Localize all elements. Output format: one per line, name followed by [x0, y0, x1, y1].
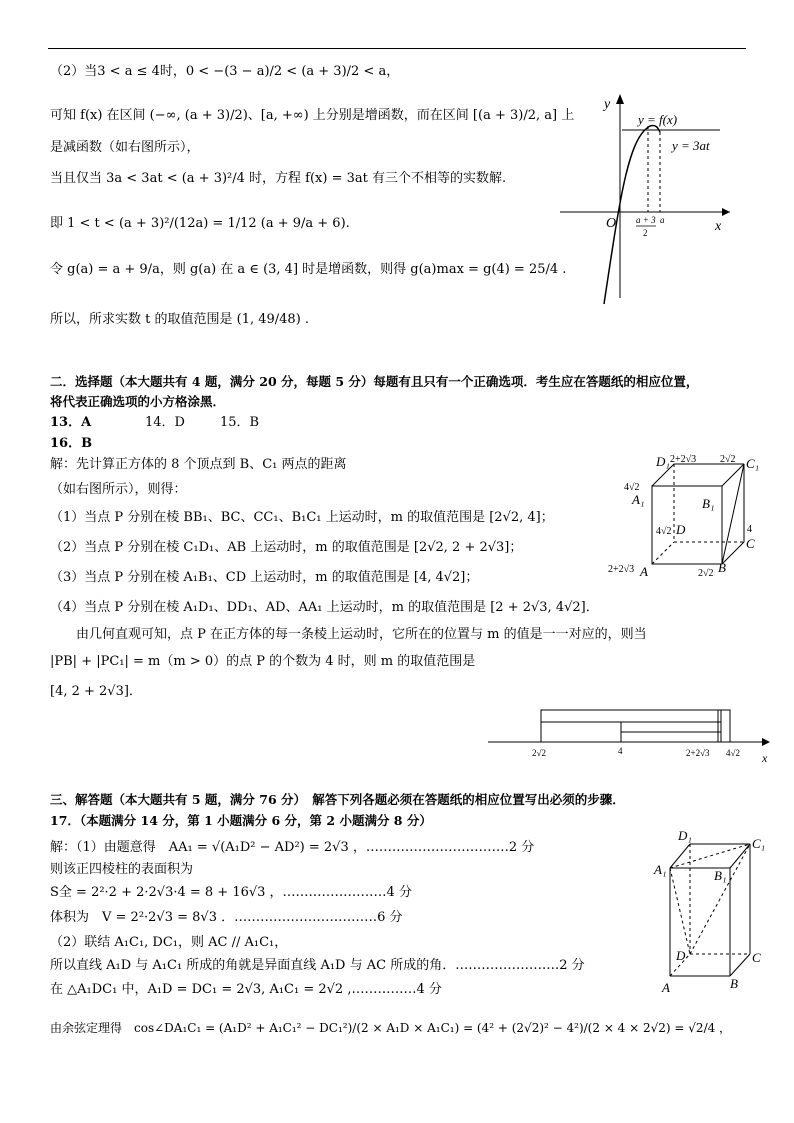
q16-line-1: 解：先计算正方体的 8 个顶点到 B、C₁ 两点的距离 [50, 457, 347, 472]
q16-line-8: |PB| + |PC₁| = m（m > 0）的点 P 的个数为 4 时，则 m 的取值范围是 [50, 654, 476, 669]
q17-line-1: 解：（1）由题意得 AA₁ = √(A₁D² − AD²) = 2√3 ，……………………………2 分 [50, 840, 535, 855]
q16-line-4: （2）当点 P 分别在棱 C₁D₁、AB 上运动时，m 的取值范围是 [2√2, 2 + 2√3]； [50, 540, 523, 555]
q17-title: 17．（本题满分 14 分，第 1 小题满分 6 分，第 2 小题满分 8 分） [50, 813, 432, 828]
function-graph-figure [560, 88, 740, 310]
header-rule [48, 48, 746, 49]
x-axis-arrow-icon [722, 208, 730, 216]
label-B: B [718, 560, 726, 575]
interval-bar-3 [621, 722, 721, 732]
part1-line-3: 是减函数（如右图所示）， [50, 140, 200, 155]
q17-line-3: S全 = 2²·2 + 2·2√3·4 = 8 + 16√3 ，……………………4 分 [50, 885, 412, 900]
tick-4root2: 4√2 [726, 748, 740, 758]
part1-line-2: 可知 f(x) 在区间 (−∞, (a + 3)/2)、[a, +∞) 上分别是增函数，而在区间 [(a + 3)/2, a] 上 [50, 108, 575, 123]
q16-line-3: （1）当点 P 分别在棱 BB₁、BC、CC₁、B₁C₁ 上运动时，m 的取值范围是 [2√2, 4]； [50, 510, 554, 525]
q16-line-2: （如右图所示），则得： [50, 482, 187, 497]
part1-line-7: 所以，所求实数 t 的取值范围是 (1, 49/48) . [50, 312, 310, 327]
q16-line-6: （4）当点 P 分别在棱 A₁D₁、DD₁、AD、AA₁ 上运动时，m 的取值范围是 [2 + 2√3, 4√2]． [50, 600, 599, 615]
prism-figure [650, 826, 770, 998]
answer-16: 16．B [50, 436, 93, 451]
q16-line-7: 由几何直观可知，点 P 在正方体的每一条棱上运动时，它所在的位置与 m 的值是一一对应的，则当 [76, 627, 647, 642]
number-line-arrow-icon [762, 738, 770, 746]
dist-A: 2+2√3 [608, 564, 635, 575]
label-C: C [746, 536, 755, 551]
prism-label-B1: B₁ [714, 868, 727, 883]
cube-diagonal-bc1 [722, 464, 744, 564]
prism-label-C: C [752, 950, 761, 965]
prism-label-A1: A₁ [654, 862, 667, 877]
y-axis-arrow-icon [616, 94, 624, 104]
tick-4: 4 [618, 746, 623, 756]
interval-bar-2 [541, 722, 621, 742]
dist-C1: 2√2 [720, 454, 736, 465]
label-C1: C₁ [746, 456, 760, 471]
q17-line-4: 体积为 V = 2²·2√3 = 8√3 ．……………………………6 分 [50, 910, 403, 925]
prism-label-D1: D₁ [678, 828, 692, 843]
label-A1: A₁ [632, 492, 645, 507]
q16-line-5: （3）当点 P 分别在棱 A₁B₁、CD 上运动时，m 的取值范围是 [4, 4√2]； [50, 570, 479, 585]
prism-edge-bc [730, 954, 750, 976]
part1-line-5: 即 1 < t < (a + 3)²/(12a) = 1/12 (a + 9/a + 6). [50, 216, 350, 231]
numline-x-label: x [762, 751, 768, 765]
q17-line-6: 所以直线 A₁D 与 A₁C₁ 所成的角就是异面直线 A₁D 与 AC 所成的角．……………………2 分 [50, 958, 585, 973]
part1-line-4: 当且仅当 3a < 3at < (a + 3)²/4 时，方程 f(x) = 3at 有三个不相等的实数解. [50, 171, 507, 186]
prism-diag-a1d [670, 868, 690, 954]
answer-15: 15．B [220, 415, 260, 430]
answer-14: 14．D [145, 415, 185, 430]
prism-edge-b1c1 [730, 844, 750, 868]
prism-diag-dc1 [690, 844, 750, 954]
dist-A1: 4√2 [624, 482, 640, 493]
cube-edge-b1c1 [722, 464, 744, 486]
dist-D: 4√2 [656, 526, 672, 537]
interval-bar-1 [541, 710, 721, 722]
prism-label-C1: C₁ [752, 836, 766, 851]
q17-line-2: 则该正四棱柱的表面积为 [50, 862, 194, 877]
prism-label-A: A [662, 980, 670, 995]
interval-bar-5 [718, 710, 730, 742]
interval-bar-4 [621, 732, 721, 742]
cube-edge-ad [652, 542, 674, 564]
answer-13: 13．A [50, 415, 92, 430]
q16-line-9: [4, 2 + 2√3]． [50, 684, 142, 699]
section3-heading: 三、解答题（本大题共有 5 题，满分 76 分） 解答下列各题必须在答题纸的相应位置写出必须的步骤． [50, 792, 625, 807]
tick-numerator: a + 3 [636, 215, 656, 225]
x-axis-label: x [715, 219, 722, 234]
prism-diag-a1c1 [670, 844, 750, 868]
label-D: D [676, 522, 686, 537]
section2-heading-2: 将代表正确选项的小方格涂黑． [50, 394, 226, 409]
tick-2root2: 2√2 [532, 748, 546, 758]
cube-figure [604, 446, 764, 586]
number-line-figure [486, 704, 776, 770]
line-label: y = 3at [672, 138, 710, 153]
prism-edge-a1d1 [670, 844, 690, 868]
tick-denominator: 2 [643, 228, 648, 238]
prism-label-B: B [730, 976, 738, 991]
label-D1: D₁ [656, 454, 670, 469]
dist-D1: 2+2√3 [670, 454, 697, 465]
label-B1: B₁ [702, 496, 715, 511]
q17-line-8: 由余弦定理得 cos∠DA₁C₁ = (A₁D² + A₁C₁² − DC₁²)/(2 × A₁D × A₁C₁) = (4² + (2√2)² − 4²)/(2 × 4 × 2√2) = √2/4 ， [50, 1021, 732, 1035]
part1-line-6: 令 g(a) = a + 9/a，则 g(a) 在 a ∈ (3, 4] 时是增函数，则得 g(a)max = g(4) = 25/4 . [50, 262, 567, 277]
curve-label: y = f(x) [638, 112, 678, 127]
label-A: A [640, 564, 648, 579]
y-axis-label: y [604, 97, 611, 112]
section2-heading-1: 二．选择题（本大题共有 4 题，满分 20 分，每题 5 分）每题有且只有一个正确选项．考生应在答题纸的相应位置， [50, 374, 699, 389]
tick-a: a [660, 215, 665, 225]
dist-B: 2√2 [698, 568, 714, 579]
q17-line-5: （2）联结 A₁C₁, DC₁，则 AC // A₁C₁， [50, 935, 288, 950]
part1-line-1: （2）当3 < a ≤ 4时，0 < −(3 − a)/2 < (a + 3)/2 < a， [50, 64, 400, 79]
prism-label-D: D [676, 948, 686, 963]
q17-line-7: 在 △A₁DC₁ 中，A₁D = DC₁ = 2√3, A₁C₁ = 2√2 ,……………4 分 [50, 982, 442, 997]
tick-2plus2root3: 2+2√3 [686, 748, 710, 758]
dist-C: 4 [747, 524, 752, 535]
origin-label: O [606, 216, 617, 231]
